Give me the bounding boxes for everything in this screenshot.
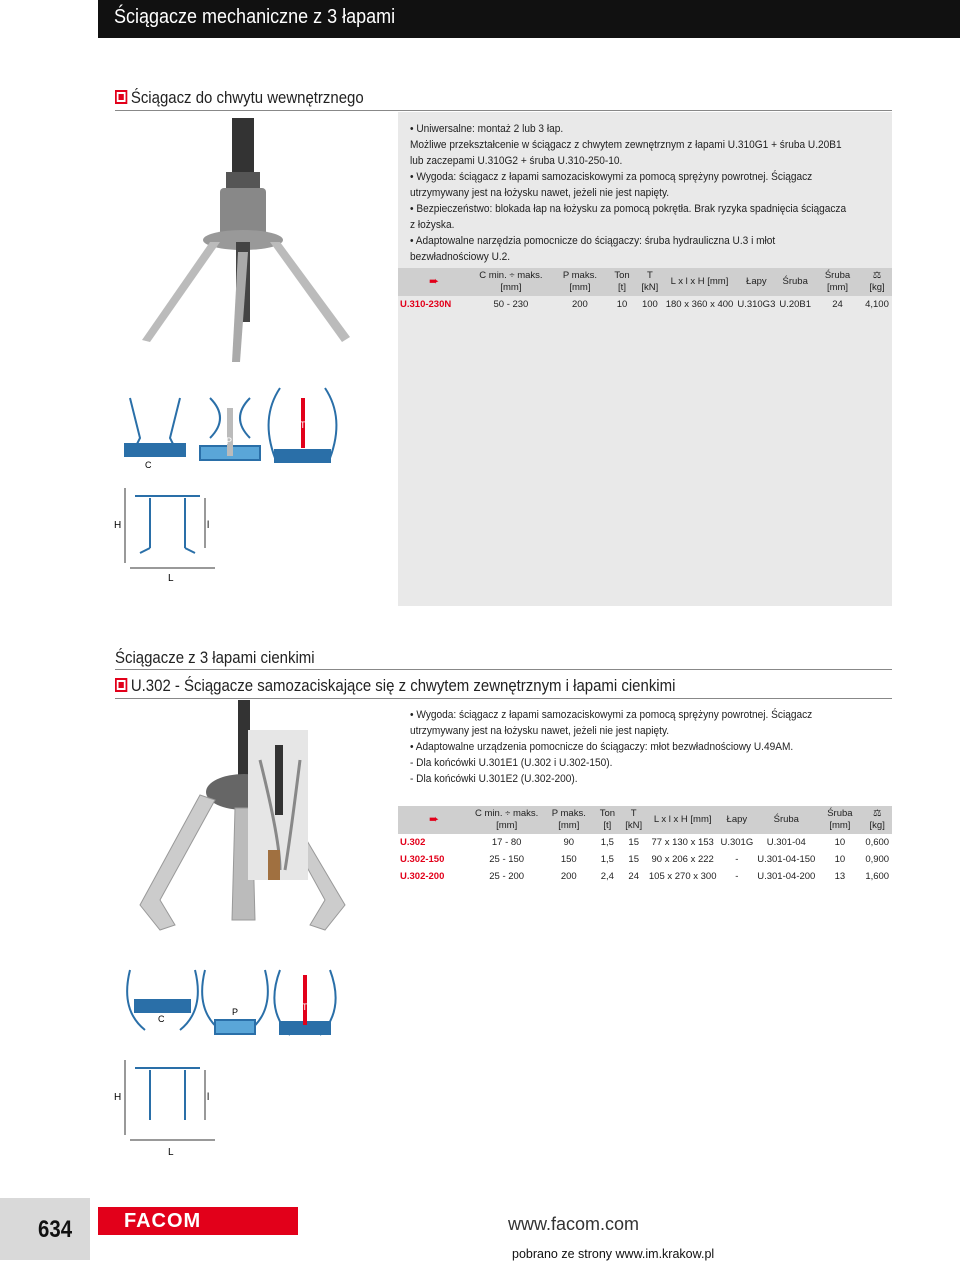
section2-title: U.302 - Ściągacze samozaciskające się z chwytem zewnętrznym i łapami cienkimi (115, 676, 675, 696)
svg-text:C: C (158, 1014, 165, 1024)
svg-text:C: C (145, 460, 152, 470)
bullet-square-icon (115, 678, 127, 692)
description-line: lub zaczepami U.310G2 + śruba U.310-250-10. (410, 155, 623, 167)
svg-text:l: l (207, 1092, 210, 1103)
facom-logo: FACOM (124, 1210, 202, 1232)
table-row: U.302-200 25 - 200 200 2,4 24 105 x 270 x 300 - U.301-04-200 13 1,600 (400, 871, 890, 882)
divider (115, 669, 892, 670)
order-arrow-icon: ➨ (398, 268, 470, 296)
svg-text:T: T (302, 1002, 308, 1012)
bullet-square-icon (115, 90, 127, 104)
col-dims: L x l x H [mm] (664, 268, 736, 296)
col-sruba: Śruba (777, 268, 813, 296)
col-sruba-mm: Śruba [mm] (813, 268, 862, 296)
svg-text:T: T (300, 420, 306, 430)
section1-description (410, 121, 846, 265)
divider (115, 698, 892, 699)
description-line: • Bezpieczeństwo: blokada łap na łożysku za pomocą pokrętła. Brak ryzyka spadnięcia ściągacza (410, 203, 847, 215)
svg-text:L: L (168, 1147, 174, 1158)
description-line: • Adaptowalne urządzenia pomocnicze do ściągaczy: młot bezwładnościowy U.49AM. (410, 741, 794, 753)
page-number-box (0, 1198, 90, 1260)
table-row: U.302 17 - 80 90 1,5 15 77 x 130 x 153 U.301G U.301-04 10 0,600 (400, 837, 890, 848)
website-link[interactable]: www.facom.com (508, 1214, 640, 1234)
col-t: T [kN] (636, 268, 664, 296)
dimension-diagram-2 (110, 960, 350, 1160)
puller-photo-thin-arms (120, 700, 390, 940)
col-ton: Ton [t] (608, 268, 636, 296)
description-line: - Dla końcówki U.301E1 (U.302 i U.302-150). (410, 757, 613, 769)
svg-text:H: H (114, 1092, 122, 1103)
svg-text:l: l (207, 520, 210, 531)
dimension-diagram-1 (110, 378, 350, 598)
weight-icon: ⚖ (872, 808, 882, 819)
order-arrow-icon: ➨ (398, 806, 470, 834)
description-line: utrzymywany jest na łożysku nawet, jeżeli nie jest napięty. (410, 725, 670, 737)
section2-table: ➨ C min. ÷ maks. [mm] P maks. [mm] Ton [t] T [kN] L x l x H [mm] Łapy Śruba Śruba [mm] ⚖ [kg] U.302 17 - 80 90 1,5 15 77 x 130 x 153 U.301G U.301-04 10 0,600 U.302-150 25 - 150 150 1,5 15 90 x 206 x 222 - U.301-04-150 10 0,900 U.302-200 25 - 200 200 2,4 24 105 x 270 x 300 - U.301-04-200 13 1,600 (398, 806, 892, 885)
description-line: utrzymywany jest na łożysku nawet, jeżeli nie jest napięty. (410, 187, 670, 199)
col-lapy: Łapy (735, 268, 777, 296)
svg-text:P: P (226, 436, 233, 446)
description-line: • Uniwersalne: montaż 2 lub 3 łap. (410, 123, 564, 135)
col-kg: ⚖ [kg] (862, 268, 892, 296)
weight-icon: ⚖ (872, 270, 882, 281)
description-line: bezwładnościowy U.2. (410, 251, 511, 263)
description-line: z łożyska. (410, 219, 455, 231)
description-line: • Wygoda: ściągacz z łapami samozaciskowymi za pomocą sprężyny powrotnej. Ściągacz (410, 709, 813, 721)
description-line: Możliwe przekształcenie w ściągacz z chwytem zewnętrznym z łapami U.310G1 + śruba U.20B1 (410, 139, 842, 151)
page-number: 634 (38, 1216, 73, 1243)
section2-description (410, 707, 812, 787)
svg-text:P: P (232, 1007, 239, 1017)
col-p: P maks. [mm] (552, 268, 608, 296)
section1-title: Ściągacz do chwytu wewnętrznego (115, 88, 364, 108)
page-title: Ściągacze mechaniczne z 3 łapami (114, 6, 396, 28)
table-row: U.302-150 25 - 150 150 1,5 15 90 x 206 x 222 - U.301-04-150 10 0,900 (400, 854, 890, 865)
description-line: - Dla końcówki U.301E2 (U.302-200). (410, 773, 578, 785)
description-line: • Adaptowalne narzędzia pomocnicze do ściągaczy: śruba hydrauliczna U.3 i młot (410, 235, 776, 247)
table-row: U.310-230N 50 - 230 200 10 100 180 x 360 x 400 U.310G3 U.20B1 24 4,100 (400, 299, 889, 310)
puller-photo-internal (120, 112, 380, 372)
divider (115, 110, 892, 111)
header-bar (98, 0, 960, 38)
section2-heading: Ściągacze z 3 łapami cienkimi (115, 648, 315, 667)
col-c: C min. ÷ maks. [mm] (470, 268, 552, 296)
description-line: • Wygoda: ściągacz z łapami samozaciskowymi za pomocą sprężyny powrotnej. Ściągacz (410, 171, 813, 183)
svg-text:H: H (114, 520, 122, 531)
section1-table (398, 268, 892, 313)
svg-text:L: L (168, 573, 174, 584)
source-note: pobrano ze strony www.im.krakow.pl (512, 1247, 715, 1261)
